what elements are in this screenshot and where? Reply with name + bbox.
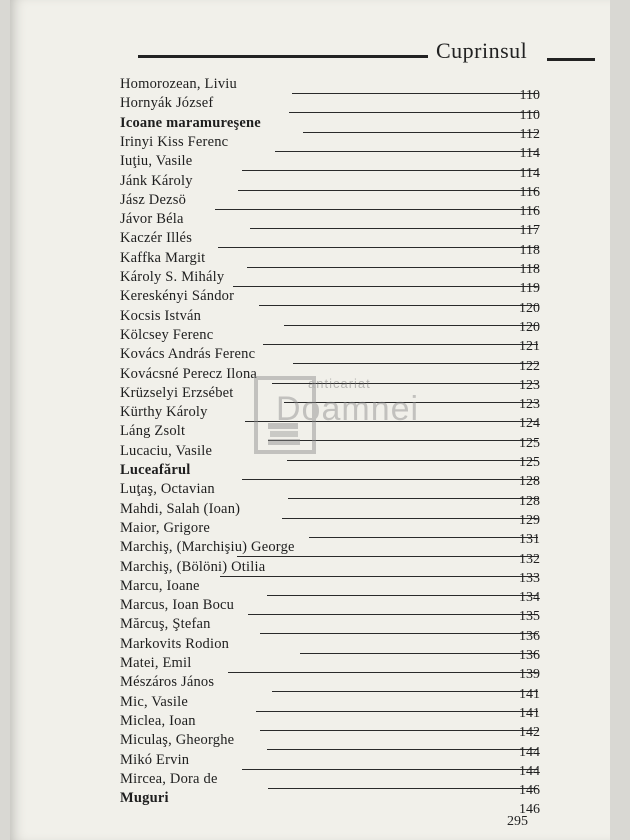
toc-entry-name: Maior, Grigore — [120, 519, 210, 536]
toc-entry-page: 141 — [519, 686, 540, 702]
toc-leader-line — [284, 325, 538, 326]
toc-leader-line — [218, 247, 538, 248]
toc-leader-line — [238, 190, 538, 191]
toc-entry-page: 146 — [519, 783, 540, 799]
toc-leader-line — [242, 170, 538, 171]
toc-leader-line — [248, 614, 538, 615]
toc-leader-line — [247, 267, 538, 268]
toc-leader-line — [215, 209, 538, 210]
toc-entry-page: 118 — [519, 262, 540, 277]
toc-entry-name: Kaffka Margit — [120, 249, 206, 266]
toc-entry-page: 123 — [519, 377, 540, 393]
toc-entry-page: 136 — [519, 648, 540, 663]
toc-entry-name: Jász Dezsö — [120, 191, 187, 208]
toc-leader-line — [289, 112, 538, 113]
toc-entry-name: Láng Zsolt — [120, 423, 186, 440]
toc-leader-line — [256, 711, 538, 712]
toc-entry-page: 125 — [519, 455, 540, 470]
toc-entry-name: Kaczér Illés — [120, 230, 193, 247]
toc-entry-page: 117 — [519, 223, 540, 239]
toc-entry-name: Icoane maramureşene — [120, 114, 261, 131]
toc-entry-page: 141 — [519, 705, 540, 721]
toc-leader-line — [303, 132, 538, 133]
toc-leader-line — [300, 653, 538, 654]
toc-leader-line — [220, 576, 538, 577]
toc-entry-page: 121 — [519, 339, 540, 355]
toc-entry-name: Marchiş, (Marchişiu) George — [120, 539, 295, 556]
toc-entry-name: Kereskényi Sándor — [120, 288, 235, 305]
toc-entry-page: 144 — [519, 763, 540, 779]
toc-entry-name: Marchiş, (Bölöni) Otilia — [120, 558, 266, 575]
toc-entry-page: 114 — [519, 165, 540, 181]
toc-entry-page: 120 — [519, 300, 540, 316]
toc-entry-name: Homorozean, Liviu — [120, 76, 237, 92]
header-rule-left — [138, 55, 428, 58]
watermark-line-2: Doamnei — [276, 390, 420, 428]
toc-entry-name: Kocsis István — [120, 307, 202, 324]
toc-entry-page: 110 — [519, 88, 540, 104]
toc-entry-page: 120 — [519, 319, 540, 335]
toc-entry-name: Mészáros János — [120, 674, 215, 691]
toc-leader-line — [250, 228, 538, 229]
toc-entry-name: Jávor Béla — [120, 211, 184, 228]
toc-entry-name: Mircea, Dora de — [120, 770, 218, 787]
toc-entry-page: 133 — [519, 570, 540, 586]
toc-entry-page: 112 — [519, 126, 540, 142]
toc-entry-name: Mahdi, Salah (Ioan) — [120, 500, 241, 517]
toc-leader-line — [272, 691, 538, 692]
toc-entry-name: Mic, Vasile — [120, 693, 188, 710]
toc-entry-name: Markovits Rodion — [120, 635, 230, 652]
toc-entry-name: Mărcuş, Ştefan — [120, 616, 211, 633]
page-number: 295 — [507, 814, 528, 829]
toc-entry-name: Luţaş, Octavian — [120, 481, 215, 498]
toc-entry-name: Miculaş, Gheorghe — [120, 732, 235, 749]
watermark — [246, 362, 446, 472]
toc-leader-line — [233, 286, 538, 287]
toc-entry-page: 125 — [519, 435, 540, 451]
watermark-line-1: anticariat — [308, 376, 371, 391]
toc-entry-name: Jánk Károly — [120, 172, 193, 189]
toc-leader-line — [260, 633, 538, 634]
toc-entry-page: 129 — [519, 512, 540, 528]
toc-entry-name: Marcus, Ioan Bocu — [120, 597, 235, 614]
toc-entry-page: 146 — [519, 802, 540, 818]
toc-leader-line — [309, 537, 538, 538]
toc-entry-name: Lucaciu, Vasile — [120, 442, 213, 459]
toc-entry-name: Matei, Emil — [120, 655, 192, 671]
toc-entry-page: 136 — [519, 628, 540, 644]
toc-leader-line — [268, 788, 538, 789]
toc-leader-line — [237, 556, 538, 557]
toc-entry-name: Mikó Ervin — [120, 751, 190, 768]
toc-leader-line — [228, 672, 538, 673]
toc-leader-line — [267, 749, 538, 750]
toc-leader-line — [260, 730, 538, 731]
toc-leader-line — [282, 518, 538, 519]
toc-entry-name: Miclea, Ioan — [120, 712, 196, 729]
toc-entry-name: Kovács András Ferenc — [120, 346, 256, 363]
toc-entry-page: 134 — [519, 590, 540, 606]
toc-entry-name: Kürthy Károly — [120, 404, 208, 421]
toc-entry-name: Irinyi Kiss Ferenc — [120, 133, 229, 150]
toc-leader-line — [263, 344, 538, 345]
toc-entry-name: Kölcsey Ferenc — [120, 326, 214, 343]
toc-entry-page: 116 — [519, 184, 540, 200]
toc-leader-line — [267, 595, 538, 596]
toc-entry-page: 142 — [519, 725, 540, 741]
toc-leader-line — [288, 498, 538, 499]
toc-entry-name: Krüzselyi Erzsébet — [120, 384, 234, 401]
toc-leader-line — [275, 151, 538, 152]
toc-entry-name: Muguri — [120, 790, 169, 807]
toc-entry-page: 116 — [519, 204, 540, 220]
toc-entry-name: Luceafărul — [120, 462, 191, 478]
toc-entry-page: 118 — [519, 242, 540, 258]
toc-entry-page: 144 — [519, 744, 540, 760]
toc-entry-page: 135 — [519, 609, 540, 625]
toc-leader-line — [292, 93, 538, 94]
toc-entry-name: Kovácsné Perecz Ilona — [120, 365, 258, 382]
toc-leader-line — [259, 305, 538, 306]
header-rule-right — [547, 58, 595, 61]
toc-entry-page: 139 — [519, 667, 540, 683]
toc-entry-page: 131 — [519, 532, 540, 548]
toc-entry-page: 119 — [519, 281, 540, 297]
toc-entry-page: 122 — [519, 358, 540, 374]
toc-entry-name: Marcu, Ioane — [120, 577, 200, 594]
toc-entry-name: Iuţiu, Vasile — [120, 153, 193, 170]
book-page — [10, 0, 610, 840]
toc-leader-line — [242, 479, 538, 480]
toc-entry-page: 124 — [519, 416, 540, 432]
toc-entry-page: 128 — [519, 474, 540, 490]
toc-entry-page: 132 — [519, 551, 540, 567]
toc-entry-page: 110 — [519, 107, 540, 123]
toc-entry-page: 123 — [519, 397, 540, 413]
page-title: Cuprinsul — [436, 38, 528, 63]
toc-entry-page: 114 — [519, 146, 540, 162]
toc-entry-page: 128 — [519, 493, 540, 509]
toc-entry-name: Károly S. Mihály — [120, 269, 225, 285]
toc-leader-line — [242, 769, 538, 770]
toc-entry-name: Hornyák József — [120, 95, 214, 112]
